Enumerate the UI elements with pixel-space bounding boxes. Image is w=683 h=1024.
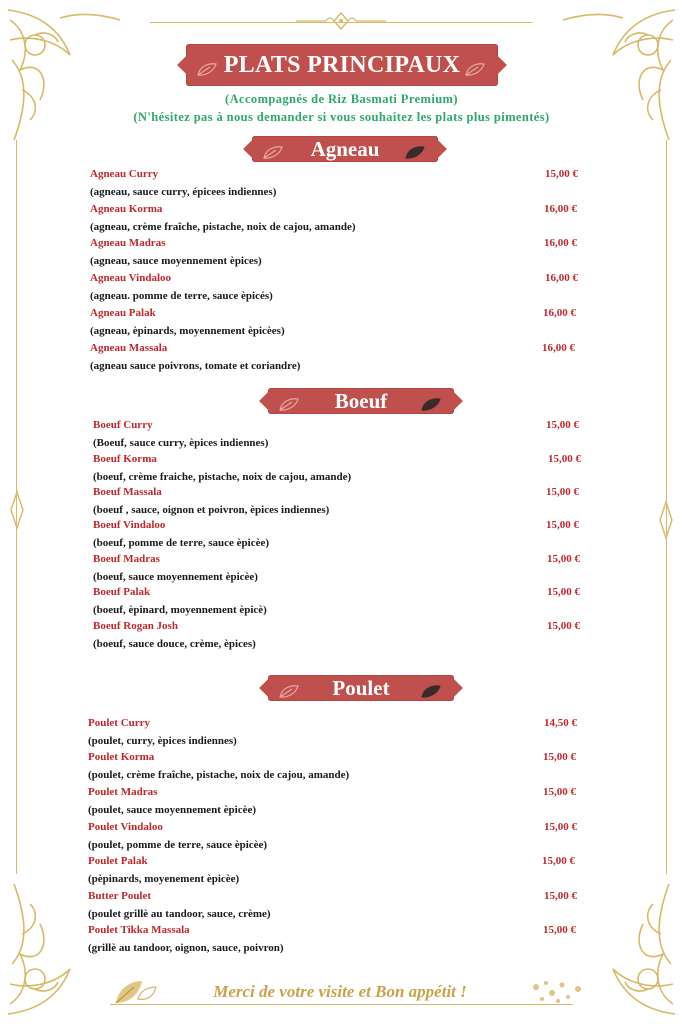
item-description: (poulet grillè au tandoor, sauce, crème)	[88, 908, 271, 920]
item-price: 15,00 €	[545, 168, 578, 180]
item-price: 16,00 €	[543, 307, 576, 319]
item-description: (agneau. pomme de terre, sauce èpicés)	[90, 290, 273, 302]
item-description: (boeuf, crème fraiche, pistache, noix de cajou, amande)	[93, 471, 352, 483]
item-description: (boeuf, sauce douce, crème, èpices)	[93, 638, 256, 650]
item-name: Boeuf Madras	[93, 553, 160, 565]
footer-thanks: Merci de votre visite et Bon appétit !	[213, 982, 467, 1001]
corner-ornament-icon	[0, 0, 130, 150]
section-title-poulet: Poulet	[332, 675, 390, 700]
side-ornament-icon	[7, 490, 27, 530]
item-name: Poulet Palak	[88, 855, 148, 867]
subtitle-spice-note: (N'hésitez pas à nous demander si vous souhaitez les plats plus pimentés)	[133, 110, 550, 124]
menu-item	[90, 305, 590, 340]
menu-item	[90, 235, 590, 270]
item-name: Butter Poulet	[88, 890, 152, 902]
item-price: 15,00 €	[547, 586, 580, 598]
side-ornament-icon	[656, 500, 676, 540]
item-price: 15,00 €	[546, 486, 579, 498]
menu-item	[90, 166, 590, 201]
menu-item	[88, 853, 588, 888]
item-name: Agneau Korma	[90, 203, 163, 215]
item-price: 16,00 €	[542, 342, 575, 354]
item-price: 16,00 €	[545, 272, 578, 284]
item-description: (agneau, crème fraîche, pistache, noix de cajou, amande)	[90, 221, 356, 233]
page-title-banner	[186, 44, 498, 86]
item-description: (agneau, sauce curry, épicees indiennes)	[90, 186, 277, 198]
menu-item	[93, 451, 593, 486]
item-description: (poulet, crème fraîche, pistache, noix de cajou, amande)	[88, 769, 350, 781]
top-ornament-icon	[296, 10, 386, 32]
item-description: (poulet, pomme de terre, sauce èpicèe)	[88, 839, 268, 851]
item-description: (poulet, curry, èpices indiennes)	[88, 735, 237, 747]
corner-ornament-icon	[553, 0, 683, 150]
item-name: Boeuf Massala	[93, 486, 162, 498]
item-description: (pèpinards, moyenement èpicèe)	[88, 873, 240, 885]
item-name: Poulet Tikka Massala	[88, 924, 190, 936]
menu-item	[90, 201, 590, 236]
frame-bottom-line	[110, 1004, 573, 1005]
section-title-agneau: Agneau	[310, 136, 380, 161]
item-name: Agneau Madras	[90, 237, 166, 249]
item-name: Poulet Curry	[88, 717, 151, 729]
item-description: (agneau sauce poivrons, tomate et coriandre)	[90, 360, 301, 372]
item-price: 15,00 €	[544, 890, 577, 902]
item-name: Agneau Curry	[90, 168, 159, 180]
item-name: Poulet Madras	[88, 786, 158, 798]
section-banner-poulet	[268, 675, 454, 701]
item-price: 15,00 €	[543, 924, 576, 936]
item-name: Boeuf Korma	[93, 453, 157, 465]
item-price: 15,00 €	[543, 751, 576, 763]
leaf-icon	[262, 141, 284, 157]
leaf-icon	[420, 393, 442, 409]
item-name: Agneau Palak	[90, 307, 156, 319]
menu-item	[88, 715, 588, 750]
menu-item	[93, 484, 593, 519]
menu-item	[93, 618, 593, 653]
item-price: 15,00 €	[547, 553, 580, 565]
item-price: 16,00 €	[544, 237, 577, 249]
menu-item	[88, 784, 588, 819]
item-name: Agneau Vindaloo	[90, 272, 171, 284]
item-description: (agneau, sauce moyennement èpices)	[90, 255, 262, 267]
menu-item	[88, 819, 588, 854]
leaf-icon	[278, 393, 300, 409]
item-description: (grillè au tandoor, oignon, sauce, poivron)	[88, 942, 284, 954]
menu-item	[88, 922, 588, 957]
menu-item	[88, 749, 588, 784]
item-price: 14,50 €	[544, 717, 577, 729]
menu-item	[93, 584, 593, 619]
item-price: 15,00 €	[543, 786, 576, 798]
leaf-icon	[278, 680, 300, 696]
leaf-icon	[196, 57, 218, 73]
leaf-icon	[464, 57, 486, 73]
menu-item	[90, 340, 590, 375]
item-description: (agneau, èpinards, moyennement èpicèes)	[90, 325, 285, 337]
item-name: Agneau Massala	[90, 342, 168, 354]
item-price: 15,00 €	[548, 453, 581, 465]
item-name: Boeuf Palak	[93, 586, 151, 598]
menu-item	[93, 551, 593, 586]
menu-item	[88, 888, 588, 923]
page-title: PLATS PRINCIPAUX	[223, 51, 461, 78]
item-name: Boeuf Vindaloo	[93, 519, 166, 531]
subtitle-rice: (Accompagnés de Riz Basmati Premium)	[225, 92, 458, 106]
item-description: (poulet, sauce moyennement èpicèe)	[88, 804, 257, 816]
section-title-boeuf: Boeuf	[334, 388, 388, 413]
item-price: 15,00 €	[547, 620, 580, 632]
item-description: (boeuf, èpinard, moyennement èpicè)	[93, 604, 267, 616]
menu-item	[93, 417, 593, 452]
menu-item	[90, 270, 590, 305]
item-name: Poulet Vindaloo	[88, 821, 163, 833]
item-name: Boeuf Rogan Josh	[93, 620, 178, 632]
footer-leaf-icon	[112, 975, 160, 1007]
item-price: 15,00 €	[546, 519, 579, 531]
item-price: 15,00 €	[544, 821, 577, 833]
leaf-icon	[420, 680, 442, 696]
leaf-icon	[404, 141, 426, 157]
item-price: 15,00 €	[546, 419, 579, 431]
item-description: (boeuf, sauce moyennement èpicèe)	[93, 571, 258, 583]
item-description: (boeuf , sauce, oignon et poivron, èpices indiennes)	[93, 504, 330, 516]
item-name: Poulet Korma	[88, 751, 155, 763]
item-price: 15,00 €	[542, 855, 575, 867]
item-description: (boeuf, pomme de terre, sauce èpicèe)	[93, 537, 270, 549]
item-price: 16,00 €	[544, 203, 577, 215]
item-description: (Boeuf, sauce curry, èpices indiennes)	[93, 437, 269, 449]
section-banner-agneau	[252, 136, 438, 162]
section-banner-boeuf	[268, 388, 454, 414]
item-name: Boeuf Curry	[93, 419, 153, 431]
footer-ornament-icon	[528, 975, 588, 1007]
menu-item	[93, 517, 593, 552]
